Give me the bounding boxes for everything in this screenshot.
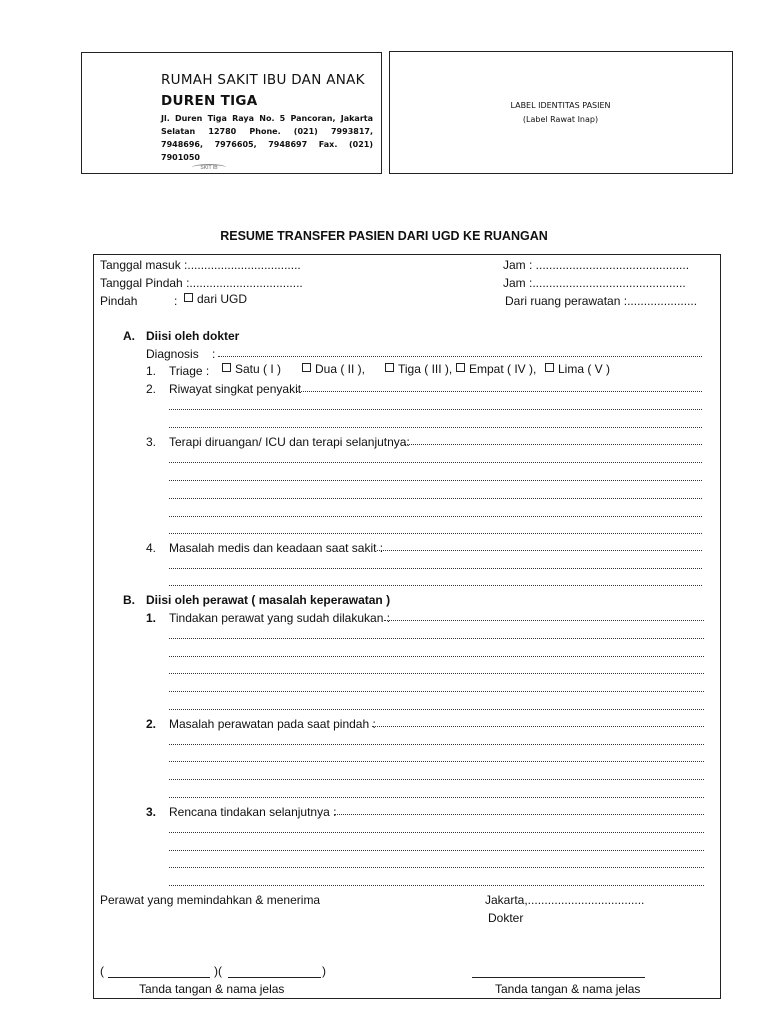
tindakan-line[interactable] — [384, 620, 704, 621]
diagnosis-label: Diagnosis — [146, 347, 199, 361]
item-b2-number: 2. — [146, 717, 157, 731]
triage-lima[interactable]: Lima ( V ) — [545, 362, 610, 376]
patient-label-box — [389, 51, 733, 174]
checkbox-icon[interactable] — [222, 363, 231, 372]
triage-satu[interactable]: Satu ( I ) — [222, 362, 281, 376]
tindakan-line[interactable] — [169, 709, 704, 710]
masalah-medis-line[interactable] — [169, 585, 702, 586]
dokter-label: Dokter — [488, 911, 524, 925]
diagnosis-colon: : — [212, 347, 216, 361]
hospital-name-sub: DUREN TIGA — [161, 93, 258, 109]
masalah-perawatan-label: Masalah perawatan pada saat pindah : — [169, 717, 376, 731]
perawat-signature-line-2[interactable] — [228, 977, 321, 978]
checkbox-icon[interactable] — [184, 293, 193, 302]
pindah-colon: : — [174, 294, 178, 308]
riwayat-label: Riwayat singkat penyakit — [169, 382, 302, 396]
dokter-signature-caption: Tanda tangan & nama jelas — [495, 982, 641, 996]
tindakan-line[interactable] — [169, 691, 704, 692]
item-b3-number: 3. — [146, 805, 157, 819]
section-a-title: Diisi oleh dokter — [146, 329, 240, 343]
triage-label: Triage : — [169, 364, 210, 378]
terapi-line[interactable] — [169, 533, 702, 534]
masalah-perawatan-line[interactable] — [169, 797, 704, 798]
item-a2-number: 2. — [146, 382, 157, 396]
hospital-address: Jl. Duren Tiga Raya No. 5 Pancoran, Jakarta Selatan 12780 Phone. (021) 7993817, 7948696, 7976605, 7948697 Fax. (021) 7901050 — [161, 114, 373, 162]
masalah-perawatan-line[interactable] — [169, 779, 704, 780]
pindah-label: Pindah — [100, 294, 138, 308]
patient-label-title: LABEL IDENTITAS PASIEN — [510, 101, 611, 110]
dokter-signature-line[interactable] — [472, 977, 645, 978]
jam-pindah-field[interactable]: Jam :.............................................. — [503, 276, 686, 290]
masalah-perawatan-line[interactable] — [372, 726, 704, 727]
checkbox-icon[interactable] — [545, 363, 554, 372]
terapi-label: Terapi diruangan/ ICU dan terapi selanjutnya: — [169, 435, 410, 449]
jam-masuk-field[interactable]: Jam : .............................................. — [503, 258, 690, 272]
paren-close: ) — [322, 964, 326, 978]
terapi-line[interactable] — [169, 516, 702, 517]
tanggal-masuk-field[interactable]: Tanggal masuk :.................................. — [100, 258, 301, 272]
item-a3-number: 3. — [146, 435, 157, 449]
form-title: RESUME TRANSFER PASIEN DARI UGD KE RUANGAN — [220, 229, 548, 243]
masalah-medis-line[interactable] — [169, 568, 702, 569]
triage-empat[interactable]: Empat ( IV ), — [456, 362, 536, 376]
terapi-line[interactable] — [169, 462, 702, 463]
dari-ugd-label: dari UGD — [197, 292, 248, 306]
rencana-label: Rencana tindakan selanjutnya : — [169, 805, 337, 819]
rencana-line[interactable] — [334, 814, 704, 815]
hospital-name: RUMAH SAKIT IBU DAN ANAK — [161, 72, 365, 88]
perawat-signature-line-1[interactable] — [108, 977, 210, 978]
patient-label-sub: (Label Rawat Inap) — [522, 115, 599, 124]
masalah-medis-label: Masalah medis dan keadaan saat sakit : — [169, 541, 384, 555]
tindakan-label: Tindakan perawat yang sudah dilakukan : — [169, 611, 391, 625]
terapi-line[interactable] — [404, 444, 702, 445]
masalah-medis-line[interactable] — [377, 550, 702, 551]
dari-ugd-option[interactable] — [184, 292, 247, 306]
riwayat-line[interactable] — [296, 391, 702, 392]
masalah-perawatan-line[interactable] — [169, 761, 704, 762]
dari-ruang-field[interactable]: Dari ruang perawatan :..................... — [505, 294, 698, 308]
item-b1-number: 1. — [146, 611, 157, 625]
masalah-perawatan-line[interactable] — [169, 744, 704, 745]
triage-dua[interactable]: Dua ( II ), — [302, 362, 365, 376]
item-a4-number: 4. — [146, 541, 157, 555]
checkbox-icon[interactable] — [302, 363, 311, 372]
checkbox-icon[interactable] — [456, 363, 465, 372]
paren-mid: )( — [214, 964, 222, 978]
tindakan-line[interactable] — [169, 673, 704, 674]
rencana-line[interactable] — [169, 867, 704, 868]
riwayat-line[interactable] — [169, 409, 702, 410]
terapi-line[interactable] — [169, 498, 702, 499]
section-b-title: Diisi oleh perawat ( masalah keperawatan ) — [146, 593, 391, 607]
diagnosis-line[interactable] — [218, 356, 702, 357]
terapi-line[interactable] — [169, 480, 702, 481]
triage-tiga[interactable]: Tiga ( III ), — [385, 362, 452, 376]
hospital-stamp: SKIT IB — [192, 164, 226, 171]
rencana-line[interactable] — [169, 885, 704, 886]
checkbox-icon[interactable] — [385, 363, 394, 372]
paren-open: ( — [100, 964, 104, 978]
rencana-line[interactable] — [169, 850, 704, 851]
tindakan-line[interactable] — [169, 656, 704, 657]
tanggal-pindah-field[interactable]: Tanggal Pindah :.................................. — [100, 276, 303, 290]
jakarta-date-field[interactable]: Jakarta,................................... — [485, 893, 645, 907]
perawat-signature-caption: Tanda tangan & nama jelas — [139, 982, 285, 996]
section-b-letter: B. — [123, 593, 135, 607]
rencana-line[interactable] — [169, 832, 704, 833]
perawat-label: Perawat yang memindahkan & menerima — [100, 893, 321, 907]
section-a-letter: A. — [123, 329, 135, 343]
item-a1-number: 1. — [146, 364, 157, 378]
tindakan-line[interactable] — [169, 638, 704, 639]
riwayat-line[interactable] — [169, 427, 702, 428]
